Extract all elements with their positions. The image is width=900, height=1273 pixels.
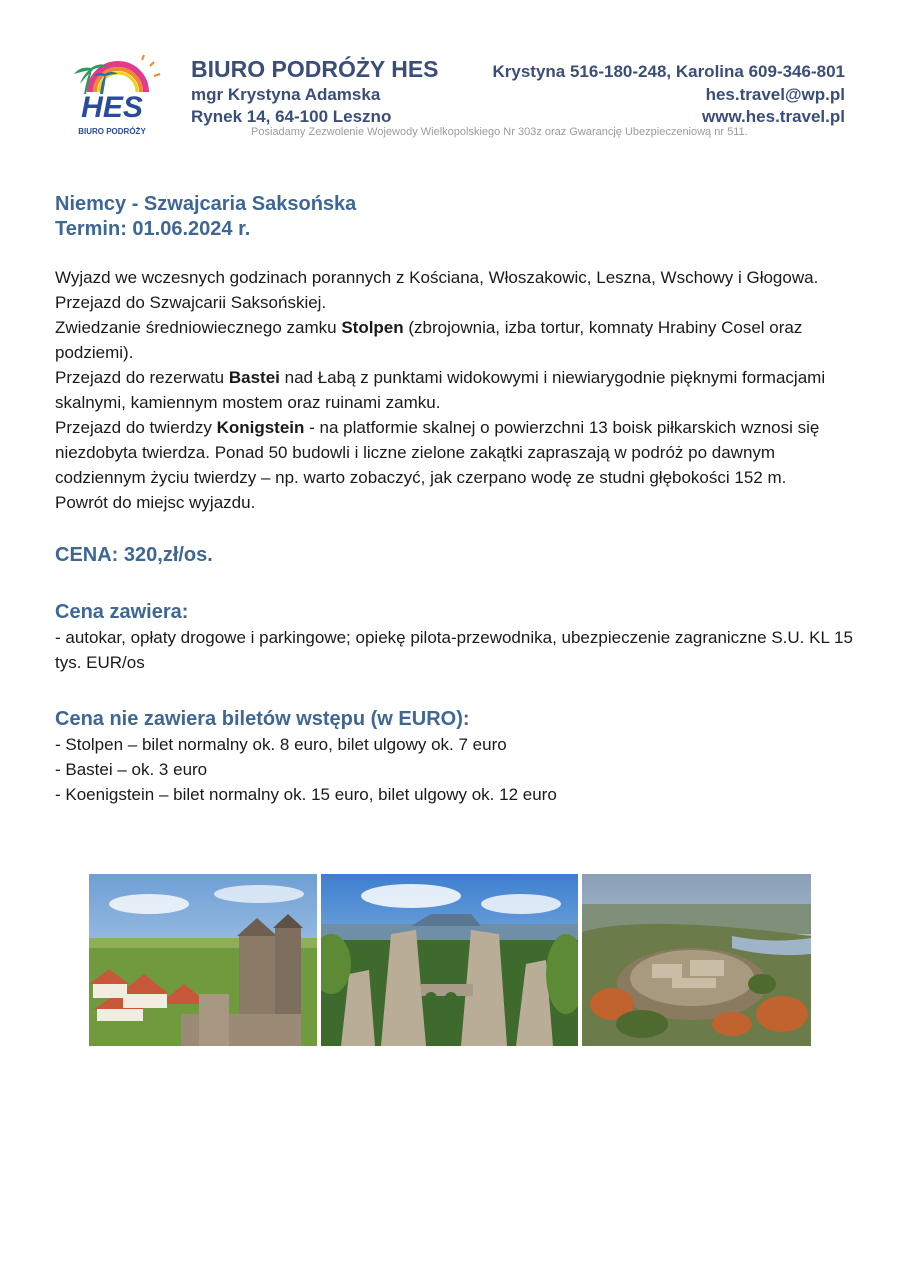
program-highlight: Konigstein [216,418,305,437]
contact-website[interactable]: www.hes.travel.pl [702,107,845,126]
excludes-item: - Bastei – ok. 3 euro [55,760,208,779]
trip-program [55,265,855,515]
permit-notice: Posiadamy Zezwolenie Wojewody Wielkopolskiego Nr 303z oraz Gwarancję Ubezpieczeniową nr 511. [251,126,748,138]
includes-section [55,600,855,675]
trip-heading [55,192,855,242]
contact-phones: Krystyna 516-180-248, Karolina 609-346-801 [492,62,845,81]
excludes-section [55,707,855,807]
trip-price: CENA: 320,zł/os. [55,544,213,566]
rainbow-palm-logo-icon [62,54,162,140]
program-text: - na platformie skalnej o powierzchni 13 boisk piłkarskich wznosi się niezdobyta twierdza. Ponad 50 budowli i liczne zielone zakątki zapraszają w podróż po dawnym codziennym życiu twierdzy – np. warto zobaczyć, jak czerpano wodę ze studni głębokości 152 m. [55,418,820,487]
photo-konigstein-fortress [582,874,811,1046]
photo-strip [89,874,811,1046]
logo-subtitle: BIURO PODRÓŻY [78,127,146,136]
program-highlight: Stolpen [341,318,404,337]
photo-stolpen-castle [89,874,317,1046]
program-paragraph: Przejazd do Szwajcarii Saksońskiej. [55,293,327,312]
program-paragraph [55,315,855,365]
program-text: nad Łabą z punktami widokowymi i niewiarygodnie pięknymi formacjami skalnymi, kamiennym mostem oraz ruinami zamku. [55,368,826,412]
program-text: (zbrojownia, izba tortur, komnaty Hrabiny Cosel oraz podziemi). [55,318,803,362]
program-text: Zwiedzanie średniowiecznego zamku [55,318,342,337]
company-name: BIURO PODRÓŻY HES [191,56,439,82]
program-paragraph: Powrót do miejsc wyjazdu. [55,493,256,512]
program-text: Przejazd do rezerwatu [55,368,229,387]
header-company-block [191,55,439,128]
excludes-item: - Koenigstein – bilet normalny ok. 15 euro, bilet ulgowy ok. 12 euro [55,785,557,804]
header-contact-block [493,60,846,128]
includes-heading: Cena zawiera: [55,601,189,623]
company-address: Rynek 14, 64-100 Leszno [191,107,392,126]
rock-bridge-image-icon [321,874,578,1046]
program-paragraph [55,365,855,415]
trip-date: Termin: 01.06.2024 r. [55,218,251,240]
logo-text: HES [81,91,143,124]
trip-content [55,192,855,807]
program-highlight: Bastei [228,368,280,387]
photo-bastei-bridge [321,874,578,1046]
contact-email[interactable]: hes.travel@wp.pl [705,85,845,104]
trip-title: Niemcy - Szwajcaria Saksońska [55,193,357,215]
program-paragraph [55,415,855,490]
program-paragraph: Wyjazd we wczesnych godzinach porannych z Kościana, Włoszakowic, Leszna, Wschowy i Głogowa. [55,268,819,287]
excludes-item: - Stolpen – bilet normalny ok. 8 euro, bilet ulgowy ok. 7 euro [55,735,507,754]
castle-image-icon [89,874,317,1046]
owner-name: mgr Krystyna Adamska [191,85,381,104]
excludes-heading: Cena nie zawiera biletów wstępu (w EURO): [55,708,470,730]
includes-text: - autokar, opłaty drogowe i parkingowe; opiekę pilota-przewodnika, ubezpieczenie zagraniczne S.U. KL 15 tys. EUR/os [55,628,853,672]
fortress-image-icon [582,874,811,1046]
hes-logo [62,54,162,140]
program-text: Przejazd do twierdzy [55,418,217,437]
